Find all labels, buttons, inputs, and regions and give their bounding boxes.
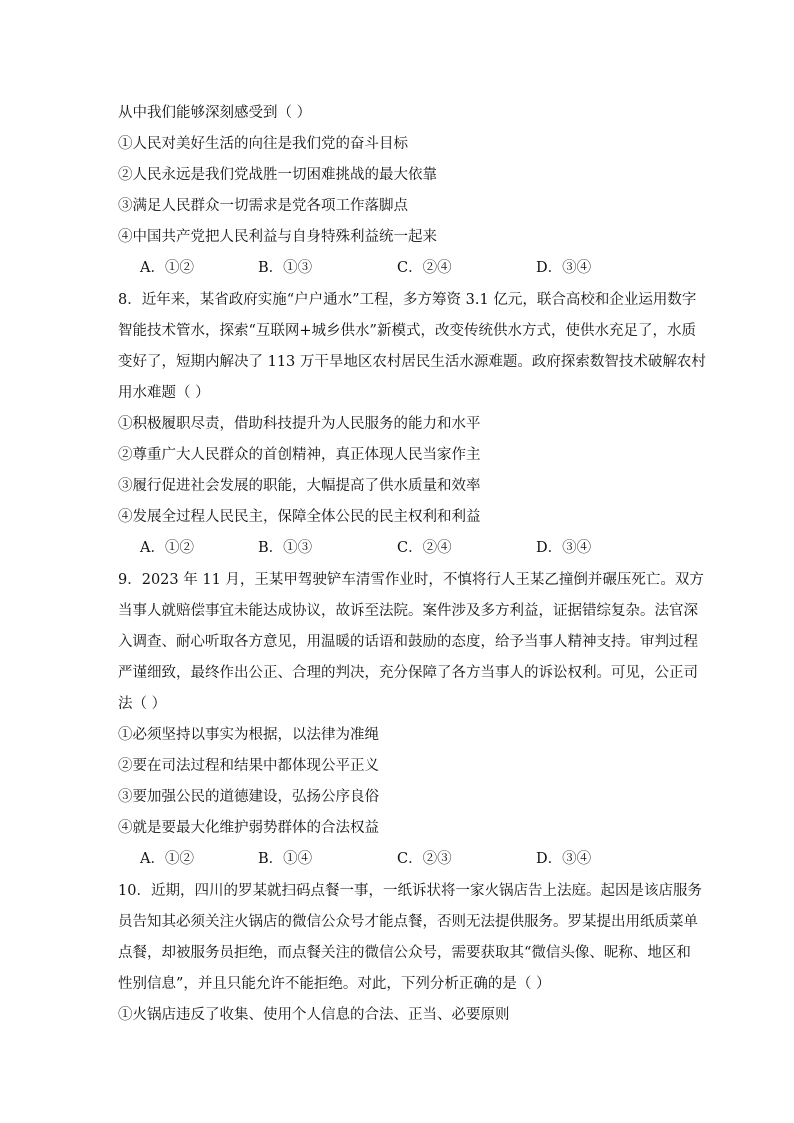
q9-option-b[interactable]: B．①④ <box>258 851 313 867</box>
q7-options <box>140 258 660 278</box>
q7-option-b[interactable]: B．①③ <box>258 260 313 276</box>
q10-stem-line-3: 点餐，却被服务员拒绝，而点餐关注的微信公众号，需要获取其“微信头像、昵称、地区和 <box>118 945 691 961</box>
q8-statement-4: ④发展全过程人民民主，保障全体公民的民主权利和利益 <box>118 509 481 525</box>
q9-statement-4: ④就是要最大化维护弱势群体的合法权益 <box>118 820 379 836</box>
q7-statement-3: ③满足人民群众一切需求是党各项工作落脚点 <box>118 198 408 214</box>
q7-option-c[interactable]: C．②④ <box>397 260 452 276</box>
q7-option-a[interactable]: A．①② <box>140 260 194 276</box>
q9-statement-2: ②要在司法过程和结果中都体现公平正义 <box>118 758 379 774</box>
q8-options <box>140 538 660 558</box>
q8-statement-3: ③履行促进社会发展的职能，大幅提高了供水质量和效率 <box>118 478 481 494</box>
q7-statement-2: ②人民永远是我们党战胜一切困难挑战的最大依靠 <box>118 167 437 183</box>
q10-stem-line-4: 性别信息”，并且只能允许不能拒绝。对此，下列分析正确的是（ ） <box>118 976 551 992</box>
q8-option-d[interactable]: D．③④ <box>536 540 592 556</box>
q8-stem-line-4: 用水难题（ ） <box>118 385 210 401</box>
q9-statement-1: ①必须坚持以事实为根据，以法律为准绳 <box>118 727 379 743</box>
q8-statement-2: ②尊重广大人民群众的首创精神，真正体现人民当家作主 <box>118 447 481 463</box>
q9-stem-line-4: 严谨细致，最终作出公正、合理的判决，充分保障了各方当事人的诉讼权利。可见，公正司 <box>118 665 698 681</box>
q9-stem-line-3: 入调查、耐心听取各方意见，用温暖的话语和鼓励的态度，给予当事人精神支持。审判过程 <box>118 634 698 650</box>
q9-option-c[interactable]: C．②③ <box>397 851 452 867</box>
q7-statement-1: ①人民对美好生活的向往是我们党的奋斗目标 <box>118 136 408 152</box>
q8-option-a[interactable]: A．①② <box>140 540 194 556</box>
q10-stem-line-2: 员告知其必须关注火锅店的微信公众号才能点餐，否则无法提供服务。罗某提出用纸质菜单 <box>118 914 698 930</box>
q9-stem-line-2: 当事人就赔偿事宜未能达成协议，故诉至法院。案件涉及多方利益，证据错综复杂。法官深 <box>118 603 698 619</box>
q7-statement-4: ④中国共产党把人民利益与自身特殊利益统一起来 <box>118 229 437 245</box>
q10-stem-line-1: 10．近期，四川的罗某就扫码点餐一事，一纸诉状将一家火锅店告上法庭。起因是该店服务 <box>118 883 702 899</box>
q7-option-d[interactable]: D．③④ <box>536 260 592 276</box>
q9-stem-line-1: 9．2023 年 11 月，王某甲驾驶铲车清雪作业时，不慎将行人王某乙撞倒并碾压死亡。双方 <box>118 572 704 588</box>
q8-stem-line-3: 变好了，短期内解决了 113 万干旱地区农村居民生活水源难题。政府探索数智技术破解农村 <box>118 354 706 370</box>
q8-stem-line-1: 8．近年来，某省政府实施“户户通水”工程，多方筹资 3.1 亿元，联合高校和企业运用数字 <box>118 292 697 308</box>
q9-statement-3: ③要加强公民的道德建设，弘扬公序良俗 <box>118 789 379 805</box>
q9-options <box>140 849 660 869</box>
q9-option-a[interactable]: A．①② <box>140 851 194 867</box>
q9-stem-line-5: 法（ ） <box>118 696 167 712</box>
q10-statement-1: ①火锅店违反了收集、使用个人信息的合法、正当、必要原则 <box>118 1007 510 1023</box>
q8-stem-line-2: 智能技术管水，探索“互联网+城乡供水”新模式，改变传统供水方式，使供水充足了，水质 <box>118 323 696 339</box>
q7-stem-tail: 从中我们能够深刻感受到（ ） <box>118 105 312 121</box>
q8-option-b[interactable]: B．①③ <box>258 540 313 556</box>
q8-statement-1: ①积极履职尽责，借助科技提升为人民服务的能力和水平 <box>118 416 481 432</box>
q8-option-c[interactable]: C．②④ <box>397 540 452 556</box>
q9-option-d[interactable]: D．③④ <box>536 851 592 867</box>
